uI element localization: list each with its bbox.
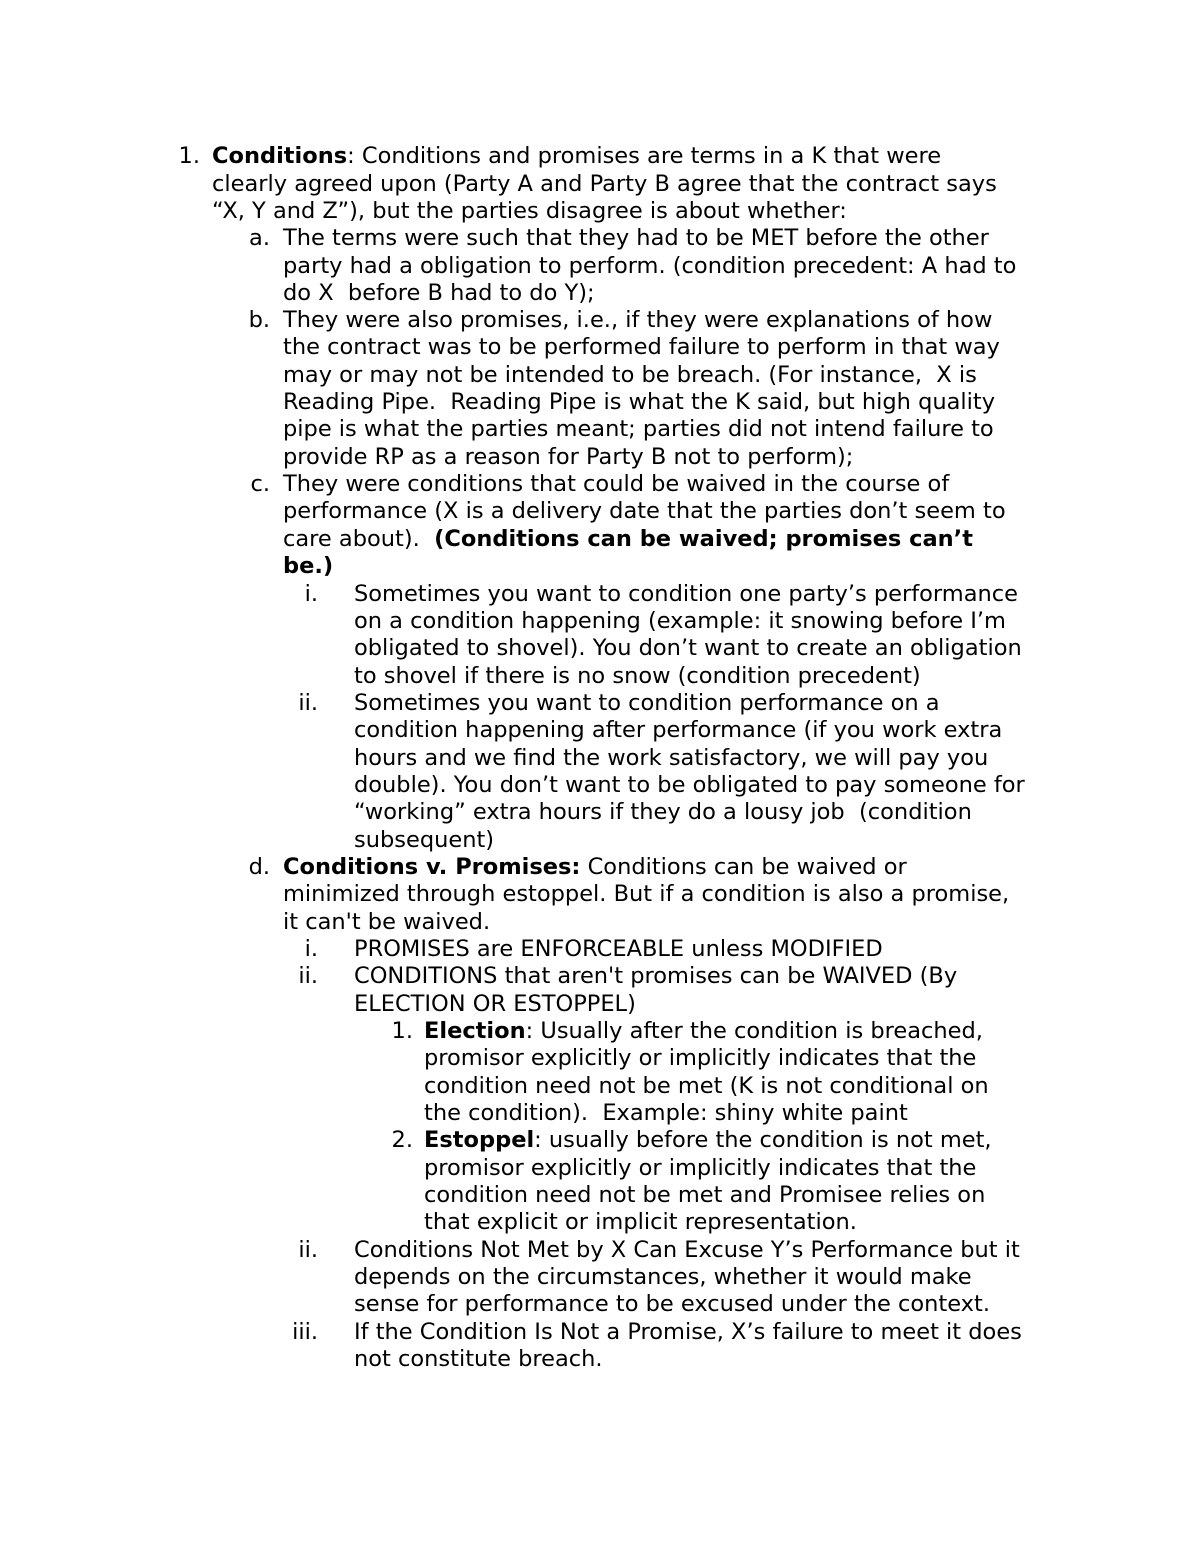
- list-marker: iii.: [292, 1319, 318, 1345]
- item-c-line: performance (X is a delivery date that the parties don’t seem to: [283, 498, 1006, 524]
- item-c-line: They were conditions that could be waived in the course of: [283, 471, 950, 497]
- item-estoppel-line: condition need not be met and Promisee relies on: [424, 1182, 986, 1208]
- item-estoppel-line: that explicit or implicit representation.: [424, 1209, 857, 1235]
- list-marker: ii.: [298, 1237, 318, 1263]
- item-d-i-line: PROMISES are ENFORCEABLE unless MODIFIED: [354, 936, 883, 962]
- item-d-ii-line: CONDITIONS that aren't promises can be WAIVED (By: [354, 963, 958, 989]
- list-marker: 2.: [391, 1127, 413, 1153]
- item-c-i-line: obligated to shovel). You don’t want to create an obligation: [354, 635, 1022, 661]
- item-d-iii-line: If the Condition Is Not a Promise, X’s failure to meet it does: [354, 1319, 1022, 1345]
- item-c-ii-line: Sometimes you want to condition performance on a: [354, 690, 940, 716]
- list-marker: i.: [304, 936, 318, 962]
- list-marker: ii.: [298, 690, 318, 716]
- item-b-line: the contract was to be performed failure to perform in that way: [283, 334, 1000, 360]
- item-c-ii-line: subsequent): [354, 827, 495, 853]
- item-c-i-line: on a condition happening (example: it snowing before I’m: [354, 608, 1006, 634]
- item-a-line: party had a obligation to perform. (condition precedent: A had to: [283, 253, 1017, 279]
- list-marker: 1.: [178, 143, 200, 169]
- item-heading: Estoppel: [424, 1127, 535, 1153]
- item-b-line: They were also promises, i.e., if they were explanations of how: [283, 307, 993, 333]
- item-election-line: the condition). Example: shiny white paint: [424, 1100, 908, 1126]
- item-c-ii-line: double). You don’t want to be obligated to pay someone for: [354, 772, 1025, 798]
- item-c-i-line: to shovel if there is no snow (condition precedent): [354, 663, 921, 689]
- item-heading: Conditions: [212, 143, 348, 169]
- item-heading: Conditions v. Promises:: [283, 854, 581, 880]
- item-election-line: [424, 1017, 983, 1045]
- item-estoppel-line: [424, 1126, 992, 1154]
- item-b-line: pipe is what the parties meant; parties did not intend failure to: [283, 416, 994, 442]
- item-d-line: it can't be waived.: [283, 909, 491, 935]
- list-marker: a.: [249, 225, 270, 251]
- emphasis-text: (Conditions can be waived; promises can’t: [434, 526, 973, 552]
- item-c-ii-line: condition happening after performance (if you work extra: [354, 717, 1003, 743]
- item-text: Conditions can be waived or: [580, 854, 907, 880]
- list-marker: b.: [248, 307, 270, 333]
- item-d-iii-line: not constitute breach.: [354, 1346, 603, 1372]
- item-text: : usually before the condition is not met,: [534, 1127, 992, 1153]
- item-c-ii-line: hours and we find the work satisfactory, we will pay you: [354, 745, 989, 771]
- item-1-line: [212, 142, 941, 170]
- item-b-line: may or may not be intended to be breach. (For instance, X is: [283, 362, 977, 388]
- list-marker: d.: [248, 854, 270, 880]
- item-1-line: clearly agreed upon (Party A and Party B agree that the contract says: [212, 171, 997, 197]
- item-a-line: do X before B had to do Y);: [283, 280, 595, 306]
- item-c-i-line: Sometimes you want to condition one party’s performance: [354, 581, 1018, 607]
- item-d-line: minimized through estoppel. But if a condition is also a promise,: [283, 881, 1010, 907]
- item-d-ii-second-line: sense for performance to be excused under the context.: [354, 1291, 990, 1317]
- item-c-line: [283, 525, 973, 553]
- item-d-ii-line: ELECTION OR ESTOPPEL): [354, 991, 636, 1017]
- emphasis-text: be.): [283, 553, 334, 579]
- list-marker: c.: [250, 471, 270, 497]
- item-b-line: provide RP as a reason for Party B not to perform);: [283, 444, 854, 470]
- item-estoppel-line: promisor explicitly or implicitly indicates that the: [424, 1155, 977, 1181]
- item-b-line: Reading Pipe. Reading Pipe is what the K said, but high quality: [283, 389, 996, 415]
- item-text: : Conditions and promises are terms in a K that were: [347, 143, 942, 169]
- item-text: care about).: [283, 526, 435, 552]
- item-d-ii-second-line: depends on the circumstances, whether it would make: [354, 1264, 972, 1290]
- item-c-ii-line: “working” extra hours if they do a lousy job (condition: [354, 799, 972, 825]
- item-c-line: [283, 552, 333, 580]
- item-a-line: The terms were such that they had to be MET before the other: [283, 225, 989, 251]
- item-election-line: promisor explicitly or implicitly indicates that the: [424, 1045, 977, 1071]
- list-marker: 1.: [391, 1018, 413, 1044]
- list-marker: ii.: [298, 963, 318, 989]
- item-d-ii-second-line: Conditions Not Met by X Can Excuse Y’s Performance but it: [354, 1237, 1020, 1263]
- item-d-line: [283, 853, 907, 881]
- item-1-line: “X, Y and Z”), but the parties disagree is about whether:: [212, 198, 847, 224]
- item-text: : Usually after the condition is breached,: [525, 1018, 983, 1044]
- list-marker: i.: [304, 581, 318, 607]
- item-election-line: condition need not be met (K is not conditional on: [424, 1073, 989, 1099]
- item-heading: Election: [424, 1018, 526, 1044]
